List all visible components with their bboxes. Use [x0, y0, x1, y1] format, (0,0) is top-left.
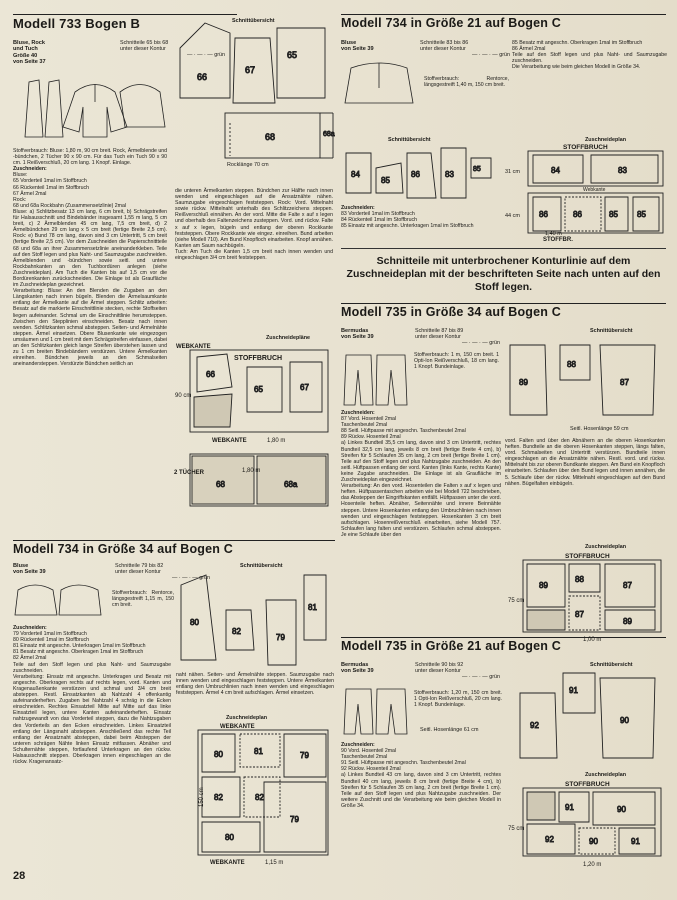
svg-text:91: 91 — [569, 686, 578, 695]
meta-line: Bluse — [13, 563, 29, 569]
contour-sample: — · — · — grün — [171, 575, 210, 582]
contour-color: grün — [489, 340, 500, 347]
list-item: 92 Rückw. Hosenteil 2mal — [341, 766, 401, 773]
svg-text:68a: 68a — [284, 480, 298, 489]
stoffbruch-label: STOFFBRUCH — [565, 553, 610, 560]
modell-733-sketch — [15, 72, 171, 146]
list-item: 87 Vord. Hosenteil 2mal — [341, 416, 397, 423]
plan-title-734a: Zuschneideplan — [226, 715, 268, 721]
plan-title-735b: Zuschneideplan — [585, 772, 627, 778]
list-item: 88 Seitl. Hüftpasse mit angeschn. Taschenbeutel 2mal — [341, 428, 466, 435]
svg-text:87: 87 — [620, 378, 629, 387]
list-item: 91 Seitl. Hüftpasse mit angeschn. Taschenbeutel 2mal — [341, 760, 466, 767]
list-item: Bluse: — [13, 172, 28, 179]
modell-734b-zuschneiden — [341, 205, 501, 229]
svg-text:84: 84 — [551, 166, 560, 175]
contour-color: grün — [489, 674, 500, 681]
zuschneiden-title: Zuschneiden: — [341, 205, 375, 211]
svg-text:80: 80 — [214, 750, 223, 759]
stoffbruch-label: STOFFBRUCH — [234, 355, 283, 362]
contour-color: grün — [499, 52, 510, 59]
contour-sample: — · — · — grün — [461, 340, 500, 347]
list-item: Taschenbeutel 2mal — [341, 754, 388, 761]
svg-text:86: 86 — [539, 210, 548, 219]
schnitt-title-735b: Schnittübersicht — [590, 662, 633, 668]
svg-text:83: 83 — [618, 166, 627, 175]
contour-color: grün — [214, 52, 225, 59]
svg-text:79: 79 — [290, 815, 299, 824]
webkante-label: Webkante — [583, 187, 606, 193]
body-text: Teile auf den Stoff legen und plus Naht- und Saumzugabe zuschneiden. — [13, 661, 171, 674]
svg-text:66: 66 — [206, 370, 215, 379]
svg-text:89: 89 — [623, 617, 632, 626]
modell-735a-heading: Modell 735 in Größe 34 auf Bogen C — [341, 303, 666, 319]
webkante-label-2: WEBKANTE — [212, 438, 247, 444]
svg-text:68: 68 — [265, 132, 276, 142]
modell-735a-stoff: Stoffverbrauch: 1 m, 150 cm breit. 1 Opti-Ion Reißverschluß, 18 cm lang. 1 Knopf. Bundeinlage. — [414, 352, 499, 371]
list-item: 85 Einsatz mit angeschn. Unterkragen 1mal im Stoffbruch — [341, 223, 474, 230]
stoffverbrauch-text: Stoffverbrauch: Bluse: 1,80 m, 90 cm breit. Rock, Ärmelblende und -bündchen, 2 Tücher 90 x 90 cm. Für das Tuch ein Tuch 90 x 90 cm. 1 Reißverschluß, 20 cm lang. 1 Knopf. Einlage. — [13, 148, 167, 167]
list-item: Taschenbeutel 2mal — [341, 422, 388, 429]
modell-735a-meta — [341, 328, 374, 341]
svg-text:90: 90 — [617, 805, 626, 814]
svg-text:91: 91 — [631, 837, 640, 846]
zuschneiden-title: Zuschneiden: — [341, 742, 375, 748]
h75-label: 75 cm — [508, 826, 525, 832]
contour-sample: — · — · — grün — [186, 52, 225, 59]
contour-note: unter dieser Kontur — [420, 46, 466, 53]
modell-735a-pieces — [415, 328, 500, 347]
h75-label: 75 cm — [508, 598, 525, 604]
meta-line: von Seite 39 — [341, 334, 374, 341]
tuch-text: Tuch: Am Tuch die Kanten 1,5 cm breit nach innen wenden und eingeschlagen 3/4 cm breit feststeppen. — [175, 248, 333, 262]
modell-735b-cutting-plan — [505, 780, 667, 870]
contour-color: grün — [199, 575, 210, 582]
page-number: 28 — [13, 870, 26, 882]
pieces-range: Schnitteile 65 bis 68 — [120, 40, 169, 46]
modell-735b-pattern-overview — [505, 668, 665, 763]
modell-735b-meta — [341, 662, 374, 675]
svg-text:88: 88 — [567, 360, 576, 369]
schnitt-title-734b: Schnittübersicht — [388, 137, 431, 143]
modell-734a-pattern-overview — [176, 570, 336, 670]
modell-734a-meta — [13, 563, 46, 576]
modell-735a-cutting-plan — [505, 552, 667, 642]
svg-text:68a: 68a — [323, 131, 335, 138]
meta-line: Bluse, Rock — [13, 40, 46, 46]
modell-734a-sketch — [13, 580, 103, 620]
verarbeitung-text: Verarbeitung: An den vord. Hosenteilen die Falten x auf x legen und heften. Hüftpassentaschen arbeiten wie bei Modell 722 beschrieben, das Absteppen der Eingriffskanten entfällt. Hüftpassen unter die vord. Hosenteile heften. Abnäher, Seitennähte und innere Beinnähte steppen. Untere Hosenkanten entlang den Umbruchlinien nach innen wenden und eingeschlagen feststeppen. Hosenkanten 3 cm breit aufschlagen. Hosenreißverschluß einarbeiten, siehe Modell 757. Schlaufen lang falten und verstürzen. Schlaufen schmal absteppen. Je eine Schlaufe über den — [341, 483, 501, 538]
modell-735b-stoff: Stoffverbrauch: 1,20 m, 150 cm breit. 1 Opti-Ion Reißverschluß, 20 cm lang. 1 Knopf. Bundeinlage. — [414, 690, 502, 709]
modell-734b-sketch — [341, 58, 421, 108]
svg-text:90: 90 — [620, 716, 629, 725]
list-item: 81 Besatz mit angeschn. Oberkragen 1mal im Stoffbruch — [13, 649, 144, 656]
zuschneiden-title: Zuschneiden: — [13, 625, 47, 631]
contour-sample: — · — · — grün — [461, 674, 500, 681]
contour-note: unter dieser Kontur — [415, 334, 461, 341]
list-item: 81 Einsatz mit angeschn. Unterkragen 1mal im Stoffbruch — [13, 643, 146, 650]
svg-text:87: 87 — [575, 610, 584, 619]
modell-735a-text-col1 — [341, 410, 501, 538]
svg-text:86: 86 — [573, 210, 582, 219]
modell-734a-heading: Modell 734 in Größe 34 auf Bogen C — [13, 540, 335, 556]
modell-733-meta — [13, 40, 63, 65]
svg-text:80: 80 — [190, 618, 199, 627]
svg-text:89: 89 — [519, 378, 528, 387]
svg-text:82: 82 — [214, 793, 223, 802]
h44-label: 44 cm — [505, 213, 520, 219]
tucher-label: 2 TÜCHER — [174, 470, 205, 476]
webkante-label: WEBKANTE — [220, 724, 255, 730]
width-label: 1,40 m — [545, 231, 562, 237]
svg-text:67: 67 — [245, 65, 256, 75]
pieces-range: Schnitteile 90 bis 92 — [415, 662, 464, 668]
svg-text:83: 83 — [445, 170, 454, 179]
modell-734a-stoff: Stoffverbrauch: Rentorce, längsgestreift 1,15 m, 150 cm breit. — [112, 590, 174, 609]
svg-text:90: 90 — [589, 837, 598, 846]
list-item: 67 Ärmel 2mal — [13, 190, 47, 197]
contour-note: unter dieser Kontur — [415, 668, 461, 675]
list-item: 84 Rückenteil 1mal im Stoffbruch — [341, 217, 418, 224]
modell-735b-heading: Modell 735 in Größe 21 auf Bogen C — [341, 637, 666, 653]
schnitt-title-735a: Schnittübersicht — [590, 328, 633, 334]
schnitt-title: Schnittübersicht — [232, 18, 275, 24]
meta-line: und Tuch — [13, 46, 38, 53]
w120-label: 1,20 m — [583, 862, 602, 868]
schnitt-title-734a: Schnittübersicht — [240, 563, 283, 569]
svg-text:85: 85 — [609, 210, 618, 219]
hose-laenge-735a: Seitl. Hosenlänge 59 cm — [570, 426, 629, 432]
meta-line: Größe 40 — [13, 52, 38, 59]
modell-734b-pieces — [420, 40, 510, 59]
modell-735a-pattern-overview — [505, 335, 665, 430]
notice-text: Schnitteile mit unterbrochener Konturlinie auf dem Zuschneideplan mit der beschrifteten Seite nach unten auf den Stoff legen. — [341, 248, 666, 294]
meta-line: von Seite 39 — [13, 569, 46, 576]
h31-label: 31 cm — [505, 169, 520, 175]
svg-text:79: 79 — [276, 633, 285, 642]
modell-735b-text — [341, 742, 501, 809]
modell-734b-heading: Modell 734 in Größe 21 auf Bogen C — [341, 14, 666, 30]
list-item: 86 Ärmel 2mal — [512, 46, 546, 53]
svg-text:65: 65 — [254, 385, 263, 394]
svg-text:68: 68 — [216, 480, 225, 489]
svg-text:89: 89 — [539, 581, 548, 590]
pieces-range: Schnitteile 83 bis 86 — [420, 40, 469, 46]
modell-733-pattern-overview — [175, 18, 335, 173]
height-label: 150 cm — [199, 787, 205, 807]
modell-734b-pattern-overview — [341, 143, 501, 203]
svg-text:92: 92 — [545, 835, 554, 844]
svg-text:86: 86 — [411, 170, 420, 179]
modell-733-heading: Modell 733 Bogen B — [13, 14, 237, 31]
modell-734b-stoff: Stoffverbrauch: Rentorce, längsgestreift 1,40 m, 150 cm breit. — [424, 76, 509, 89]
svg-text:66: 66 — [197, 72, 208, 82]
meta-line: von Seite 37 — [13, 58, 46, 65]
list-item: 80 Rückenteil 1mal im Stoffbruch — [13, 637, 90, 644]
modell-733-text-col1 — [13, 148, 167, 367]
modell-734b-cutting-plan — [503, 143, 668, 243]
meta-line: von Seite 39 — [341, 46, 374, 53]
pieces-range: Schnitteile 87 bis 89 — [415, 328, 464, 334]
svg-text:85: 85 — [637, 210, 646, 219]
width-label-2: 1,80 m — [242, 468, 261, 474]
svg-text:85: 85 — [473, 166, 481, 173]
svg-text:82: 82 — [232, 627, 241, 636]
body-text: a) Linkes Bundteil 35,5 cm lang, davon sind 3 cm Untertritt, rechtes Bundteil 32,5 cm lang, jeweils 8 cm breit (fertige Breite 4 cm), b) Streifen für 5 Schlaufen 35 cm lang, 2 cm breit (fertige Breite 1 cm). Teile auf den Stoff legen und plus Nahtzugabe zuschneiden. An den seitl. Hüftpassen entlang der vord. Kanten (links Kante, rechts Kante) keine Zugabe anschneiden. Die Einlage ist als Graufläche im Zuschneideplan eingezeichnet. — [341, 440, 501, 484]
list-item: 66 Rückenteil 1mal im Stoffbruch — [13, 184, 90, 191]
contour-note: unter dieser Kontur — [120, 46, 166, 53]
body-text: Bluse: a) Schlitzbesatz 13 cm lang, 6 cm breit, b) Schrägstreifen für Halsausschnitt und Bindebänder insgesamt 1,55 m lang, 5 cm breit, c) 2 Ärmelblenden 45 cm lang, 7,5 cm breit, d) 2 Ärmelbündchen 29 cm lang x 5 cm breit (fertige Breite 2,5 cm). Rock: e) Bund 78 cm lang, davon sind 3 cm Untertritt, 5 cm breit (fertige Breite 2,5 cm). Vor dem Zuschneiden die Papierschnittteile 68 und 68a an ihrer Zusammensetzlinie aneinanderkleben. Teile auf den Stoff legen und plus Naht- und Saumzugabe zuschneiden. Ärmelblenden und -bündchen sowie seitl. und untere Rockbahnkanten an den Tuchbordüren anlegen (siehe Zuschneideplan). Am Tuch die Kanten bis auf 1,5 cm vor die Bordürenkanten zurückschneiden. Die Einlage ist als Graufläche im Zuschneideplan gezeichnet. — [13, 208, 167, 289]
modell-735a-sketch — [341, 350, 411, 410]
meta-line: Bluse — [341, 40, 357, 46]
zuschneiden-list — [13, 631, 171, 661]
svg-text:88: 88 — [575, 575, 584, 584]
list-item: 89 Rückw. Hosenteil 2mal — [341, 434, 401, 441]
modell-734b-meta — [341, 40, 374, 53]
verarbeitung-text: Verarbeitung: Bluse: An den Blenden die Zugaben an den Längskanten nach innen bügeln. Blenden die Ärmelsaumkante entlang der Ärmelkante auf die Ärmel steppen. Schlitz arbeiten: Besatz auf die markierte Einschnittlinie stecken, rechte Stoffseiten liegen aufeinander. Schmal um die Einschnittlinie herumsteppen. Zwischen den Stepplinien einschneiden. Besatz nach innen wenden. Schlitzkanten schmal absteppen. Seiten- und Ärmelnähte steppen. Ärmel einsetzen. Obere Blusenkante wie eingezogen umsäumen und 1 cm breit mit dem Schrägstreifen einfassen, dabei an den Schlitzkanten gleich lange Streifen überstehen lassen und zu 1 cm breiten Bindebändern verstürzen. Untere Ärmelkanten einreihen. Bündchen jeweils an den Schmalseiten aneinandersteppen. Verstürzte Bündchen seitlich an — [13, 288, 167, 368]
modell-734a-text-col2: naht nähen. Seiten- und Ärmelnähte steppen. Saumzugabe nach innen wenden und eingeschlagen feststeppen. Untere Ärmelkanten entlang den Umbruchlinien nach innen wenden und eingeschlagen feststeppen. Ärmel 4 cm breit aufschlagen. Ärmel einsetzen. — [176, 672, 334, 697]
modell-735b-sketch — [341, 684, 411, 739]
verarbeitung-text: Verarbeitung: Einsatz mit angeschn. Unterkragen und Besatz mit angeschn. Oberkragen rechts auf rechts legen, vord. Kanten und Kragenaußenkante verstürzen und schmal und 3/4 cm breit absteppen. Restl. Einsatzkanten ab Nahtzahl 4 offenkantig aufeinanderheften. Zugaben bei Nahtzahl 4 schräg in die Ecken einschneiden. Rechtes Einsatzteil Mitte auf Mitte auf das linke Einsatzteil legen, untere Kanten aufeinanderheften. Einsatz nahtzugewandt von das Vorderteil steppen, dazu die Nahtzugaben des Vorderteils an den Ecken einschneiden. Linkes Einsatzteil entlang der Längsnaht absteppen. Anschließend das rechte Teil entlang der Ansatznaht absteppen, dabei beim Absteppen der unteren schrägen Nähte linken Einsatz mitfassen. Abnäher und Schulternähte steppen, fortlaufend Unterkragen an den rückw. Halsausschnitt steppen. Oberkragen innen eingeschlagen an die rückw. Kragenansatz- — [13, 673, 171, 766]
webkante-label-2: WEBKANTE — [210, 860, 245, 866]
list-item: 68 und 68a Rockbahn (Zusammensetzlinie) 2mal — [13, 202, 127, 209]
width-label: 1,15 m — [265, 860, 284, 866]
plan-title-733: Zuschneidepläne — [266, 335, 311, 341]
modell-735a-text-col2: vord. Falten und über den Abnähern an die oberen Hosenkanten heften. Bundteile an die oberen Hosenkanten steppen, längs falten, vord. Schmalseiten und Untertritt verstürzen. Bundteile innen eingeschlagen an die Ansatznähte nähen. Restl. vord. und rückw. Mittelnaht bis zur oberen Bundkante steppen. Am Bund ein Knopfloch einarbeiten. Schlaufen über den Bund legen und innen annähen, die 5. Schlaufe über der rückw. Mittelnaht eingeschlagen auf den Bund nähen. Bügelfalten einbügeln. — [505, 438, 665, 487]
hose-laenge-735b: Seitl. Hosenlänge 61 cm — [420, 727, 479, 733]
body-text: a) Linkes Bundteil 43 cm lang, davon sind 3 cm Untertritt, rechtes Bundteil 40 cm lang, jeweils 8 cm breit (fertige Breite 4 cm), b) Streifen für 5 Schlaufen 35 cm lang, 2 cm breit (fertige Breite 1 cm). Teile auf den Stoff legen und plus Nahtzugabe zuschneiden. Der weitere Zuschnitt und die Verarbeitung wie beim gleichen Modell in Größe 34. — [341, 772, 501, 809]
zuschneiden-title: Zuschneiden: — [13, 166, 47, 173]
width-label: 1,80 m — [267, 438, 286, 444]
list-item: 79 Vorderteil 1mal im Stoffbruch — [13, 631, 87, 638]
svg-text:82: 82 — [255, 793, 264, 802]
list-item: 90 Vord. Hosenteil 2mal — [341, 748, 397, 755]
modell-734a-cutting-plan — [180, 722, 336, 867]
svg-text:65: 65 — [287, 50, 298, 60]
svg-text:67: 67 — [300, 383, 309, 392]
contour-sample: — · — · — grün — [471, 52, 510, 59]
svg-text:85: 85 — [381, 176, 390, 185]
svg-text:79: 79 — [300, 751, 309, 760]
webkante-label: WEBKANTE — [176, 344, 211, 350]
plan-title-735a: Zuschneideplan — [585, 544, 627, 550]
stoffbruch-label: STOFFBRUCH — [563, 144, 608, 151]
svg-text:92: 92 — [530, 721, 539, 730]
meta-line: von Seite 39 — [341, 668, 374, 675]
body-text: die unteren Ärmelkanten steppen. Bündchen zur Hälfte nach innen wenden und eingeschlagen auf die Ansatznähte nähen. Saumzugabe eingeschlagen feststeppen. Rock: Vord. Mittelnaht sowie rückw. Mittelnaht unterhalb des Schlitzzeichens steppen. Reißverschluß einnähen. An der vord. Mitte die Falte x auf x legen und oberhalb des Faltenzeichens zusteppen. Vord. und rückw. Falte x auf x legen, bügeln und entlang der oberen Rockkante feststeppen. Obere Rockkante wie eingez. einreihen. Bund arbeiten (siehe Modell 710). Am Bund Knopfloch einarbeiten. Knopf annähen. Kanten am Saum nachbügeln. — [175, 188, 333, 249]
meta-line: Bermudas — [341, 328, 369, 334]
height-label: 90 cm — [175, 393, 192, 399]
zuschneiden-list — [13, 172, 167, 209]
modell-735b-pieces — [415, 662, 500, 681]
list-item: 82 Ärmel 2mal — [13, 655, 47, 662]
rocklange: Rocklänge 70 cm — [227, 162, 269, 168]
stoffbruch-label: STOFFBRUCH — [565, 781, 610, 788]
w100-label: 1,00 m — [583, 637, 602, 642]
modell-734b-col2 — [512, 40, 667, 70]
modell-734a-text-col1 — [13, 625, 171, 765]
plan-title-734b: Zuschneideplan — [585, 137, 627, 143]
svg-text:91: 91 — [565, 803, 574, 812]
list-item: 83 Vorderteil 1mal im Stoffbruch — [341, 211, 415, 218]
list-item: Rock: — [13, 196, 27, 203]
list-item: 65 Vorderteil 1mal im Stoffbruch — [13, 178, 87, 185]
stoffbr-label: STOFFBR. — [543, 237, 573, 243]
pieces-range: Schnitteile 79 bis 82 — [115, 563, 164, 569]
contour-note: unter dieser Kontur — [115, 569, 161, 576]
list-item: 85 Besatz mit angeschn. Oberkragen 1mal im Stoffbruch — [512, 40, 643, 46]
svg-text:84: 84 — [351, 170, 360, 179]
meta-line: Bermudas — [341, 662, 369, 668]
modell-733-cutting-plan — [172, 342, 332, 510]
svg-text:81: 81 — [254, 747, 263, 756]
svg-text:80: 80 — [225, 833, 234, 842]
zuschneiden-title: Zuschneiden: — [341, 410, 375, 416]
body-text: Teile auf den Stoff legen und plus Naht- und Saumzugabe zuschneiden. — [512, 52, 667, 65]
body-text: Die Verarbeitung wie beim gleichen Modell in Größe 34. — [512, 64, 641, 71]
svg-text:81: 81 — [308, 603, 317, 612]
modell-733-text-col2 — [175, 188, 333, 261]
svg-text:87: 87 — [623, 581, 632, 590]
